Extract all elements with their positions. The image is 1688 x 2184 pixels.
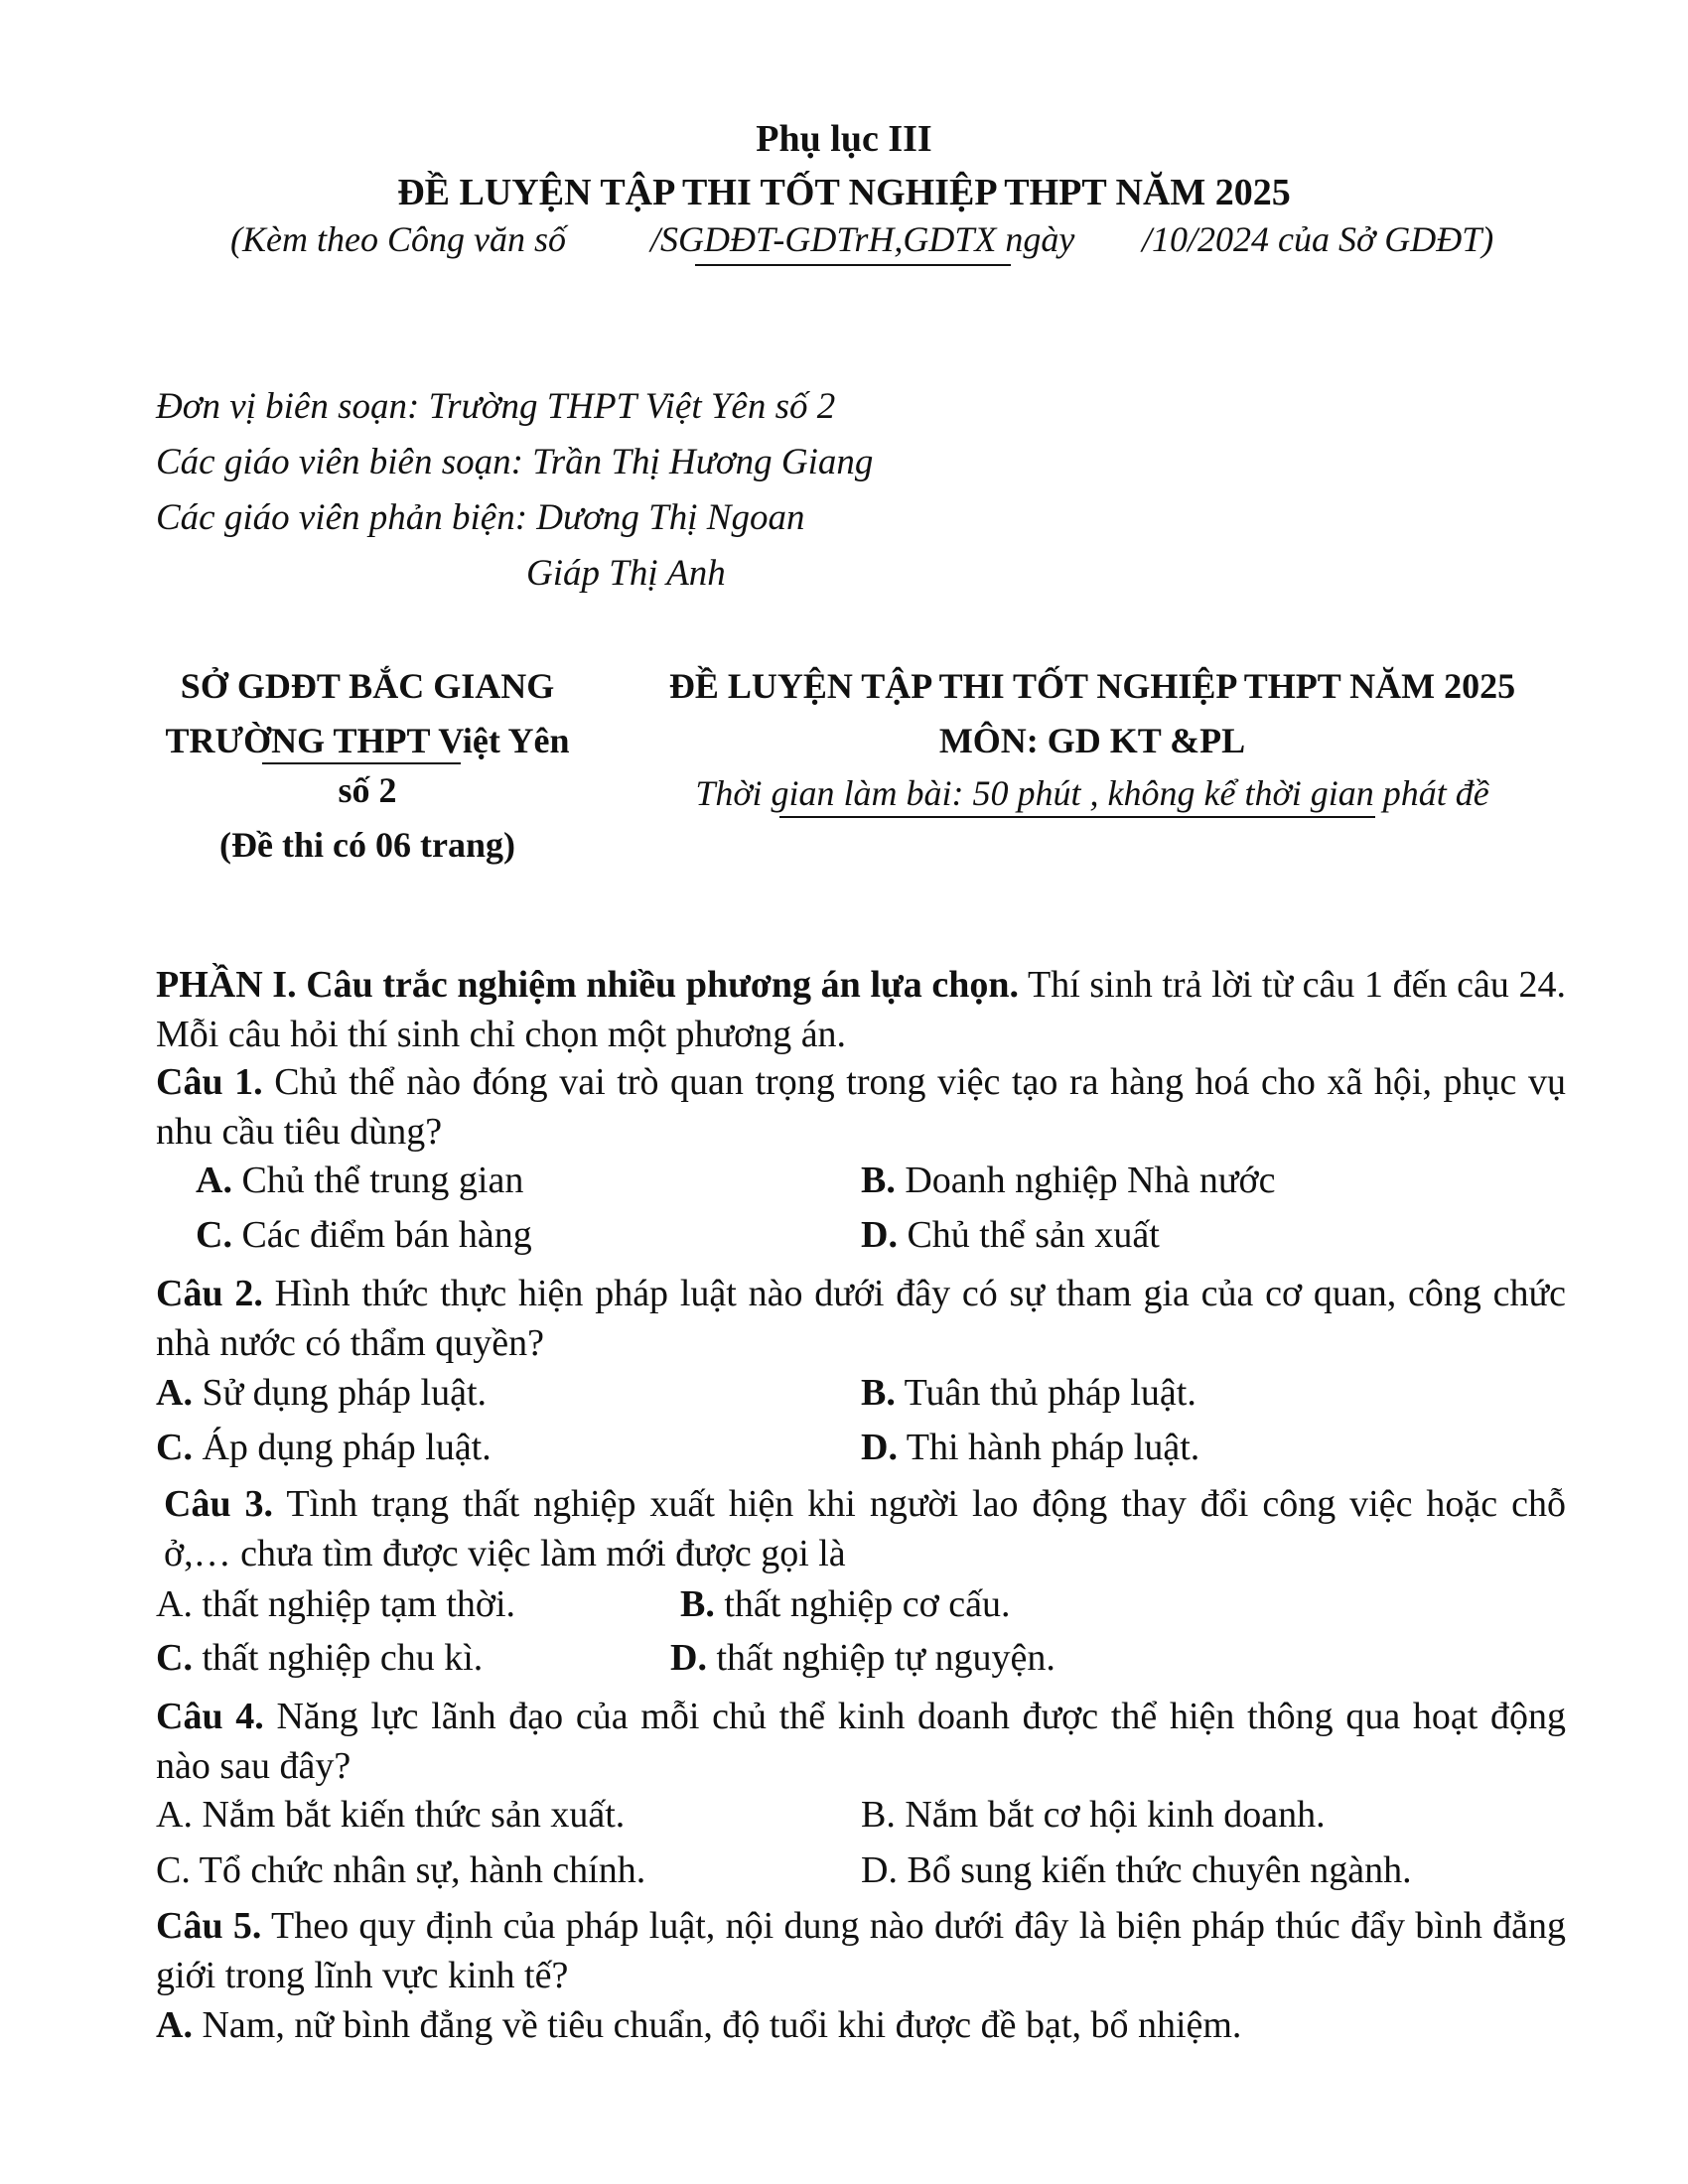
question-3 bbox=[164, 1479, 1566, 1578]
q4-option-d: D. Bổ sung kiến thức chuyên ngành. bbox=[861, 1849, 1412, 1891]
question-label: Câu 4. bbox=[156, 1696, 264, 1737]
q1-option-a: A. Chủ thể trung gian bbox=[196, 1160, 524, 1201]
q2-option-c: C. Áp dụng pháp luật. bbox=[156, 1427, 492, 1468]
subtitle-part1: (Kèm theo Công văn số bbox=[230, 219, 566, 259]
q4-option-a: A. Nắm bắt kiến thức sản xuất. bbox=[156, 1794, 626, 1836]
subtitle-underline bbox=[695, 264, 1011, 266]
question-text: Theo quy định của pháp luật, nội dung nào dưới đây là biện pháp thúc đẩy bình đẳng giới trong lĩnh vực kinh tế? bbox=[156, 1905, 1566, 1996]
part1-instruction: Thí sinh trả lời từ câu 1 đến câu 24. Mỗi câu hỏi thí sinh chỉ chọn một phương án. bbox=[156, 964, 1566, 1055]
question-5 bbox=[156, 1901, 1566, 2000]
q1-option-c: C. Các điểm bán hàng bbox=[196, 1214, 532, 1256]
school-name-underline bbox=[262, 762, 461, 764]
appendix-label: Phụ lục III bbox=[756, 118, 932, 160]
school-pages: (Đề thi có 06 trang) bbox=[219, 825, 515, 865]
part1-heading: PHẦN I. Câu trắc nghiệm nhiều phương án lựa chọn. bbox=[156, 964, 1020, 1006]
question-1 bbox=[156, 1057, 1566, 1157]
author-unit: Đơn vị biên soạn: Trường THPT Việt Yên số 2 bbox=[156, 386, 836, 427]
q5-option-a: A. Nam, nữ bình đẳng về tiêu chuẩn, độ tuổi khi được đề bạt, bổ nhiệm. bbox=[156, 2004, 1242, 2046]
question-2 bbox=[156, 1269, 1566, 1368]
subtitle-part3: /10/2024 của Sở GDĐT) bbox=[1142, 219, 1494, 259]
question-label: Câu 1. bbox=[156, 1061, 263, 1103]
q4-option-c: C. Tổ chức nhân sự, hành chính. bbox=[156, 1849, 646, 1891]
subtitle-part2: /SGDĐT-GDTrH,GDTX ngày bbox=[650, 219, 1075, 259]
exam-title: ĐỀ LUYỆN TẬP THI TỐT NGHIỆP THPT NĂM 2025 bbox=[668, 666, 1516, 706]
q2-option-b: B. Tuân thủ pháp luật. bbox=[861, 1372, 1196, 1414]
q3-option-c: C. thất nghiệp chu kì. bbox=[156, 1637, 484, 1679]
exam-subject: MÔN: GD KT &PL bbox=[938, 721, 1246, 760]
school-dept: SỞ GDĐT BẮC GIANG bbox=[180, 666, 555, 706]
q3-option-a: A. thất nghiệp tạm thời. bbox=[156, 1583, 516, 1625]
document-title: ĐỀ LUYỆN TẬP THI TỐT NGHIỆP THPT NĂM 2025 bbox=[397, 172, 1291, 213]
question-label: Câu 3. bbox=[164, 1483, 274, 1525]
school-name-line1: TRƯỜNG THPT Việt Yên bbox=[165, 721, 570, 760]
q2-option-d: D. Thi hành pháp luật. bbox=[861, 1427, 1200, 1468]
question-text: Chủ thể nào đóng vai trò quan trọng trong việc tạo ra hàng hoá cho xã hội, phục vụ nhu cầu tiêu dùng? bbox=[156, 1061, 1567, 1153]
exam-time: Thời gian làm bài: 50 phút , không kể thời gian phát đề bbox=[695, 773, 1489, 813]
author-reviewer2: Giáp Thị Anh bbox=[526, 553, 726, 594]
q3-option-b: B. thất nghiệp cơ cấu. bbox=[680, 1583, 1011, 1625]
q1-option-b: B. Doanh nghiệp Nhà nước bbox=[861, 1160, 1276, 1201]
question-4 bbox=[156, 1692, 1566, 1791]
question-label: Câu 5. bbox=[156, 1905, 262, 1947]
school-name-line2: số 2 bbox=[338, 770, 397, 810]
question-text: Năng lực lãnh đạo của mỗi chủ thể kinh doanh được thể hiện thông qua hoạt động nào sau đây? bbox=[156, 1696, 1567, 1787]
question-text: Tình trạng thất nghiệp xuất hiện khi người lao động thay đổi công việc hoặc chỗ ở,… chưa tìm được việc làm mới được gọi là bbox=[164, 1483, 1567, 1574]
q2-option-a: A. Sử dụng pháp luật. bbox=[156, 1372, 488, 1414]
q1-option-d: D. Chủ thể sản xuất bbox=[861, 1214, 1160, 1256]
document-subtitle bbox=[230, 218, 566, 260]
part1-intro bbox=[156, 960, 1566, 1059]
q3-option-d: D. thất nghiệp tự nguyện. bbox=[670, 1637, 1055, 1679]
question-text: Hình thức thực hiện pháp luật nào dưới đây có sự tham gia của cơ quan, công chức nhà nước có thẩm quyền? bbox=[156, 1273, 1567, 1364]
author-reviewers: Các giáo viên phản biện: Dương Thị Ngoan bbox=[156, 497, 805, 538]
author-writers: Các giáo viên biên soạn: Trần Thị Hương Giang bbox=[156, 442, 874, 482]
exam-time-underline bbox=[779, 816, 1375, 818]
q4-option-b: B. Nắm bắt cơ hội kinh doanh. bbox=[861, 1794, 1326, 1836]
question-label: Câu 2. bbox=[156, 1273, 263, 1314]
